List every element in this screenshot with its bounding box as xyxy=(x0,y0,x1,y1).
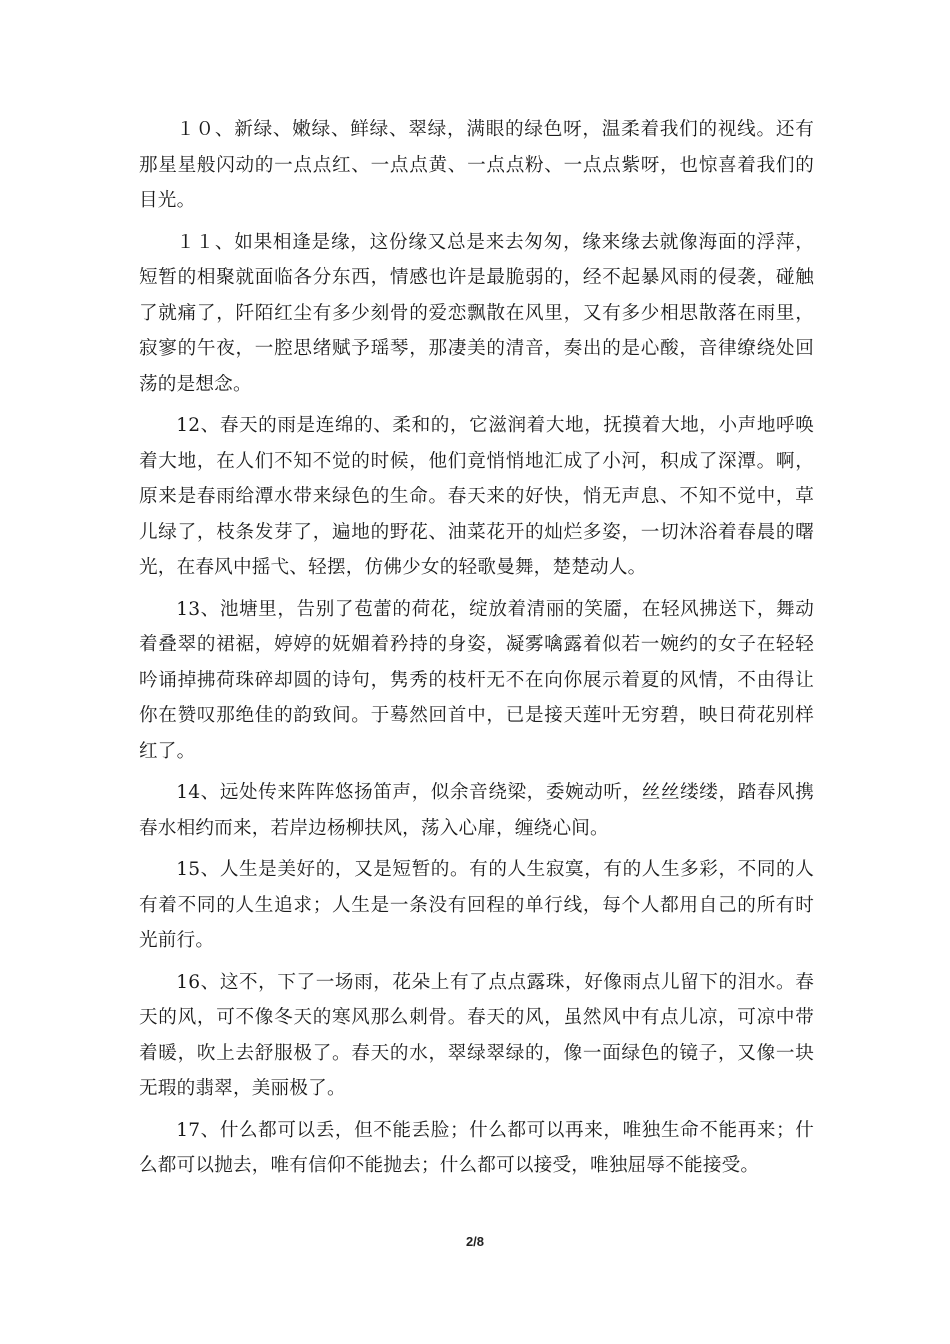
document-body xyxy=(139,112,814,1190)
paragraph-11: １１、如果相逢是缘，这份缘又总是来去匆匆，缘来缘去就像海面的浮萍，短暂的相聚就面临各分东西，情感也许是最脆弱的，经不起暴风雨的侵袭，碰触了就痛了，阡陌红尘有多少刻骨的爱恋飘散在风里，又有多少相思散落在雨里，寂寥的午夜，一腔思绪赋予瑶琴，那凄美的清音，奏出的是心酸，音律缭绕处回荡的是想念。 xyxy=(139,231,814,395)
paragraph-17: 17、什么都可以丢，但不能丢脸；什么都可以再来，唯独生命不能再来；什么都可以抛去，唯有信仰不能抛去；什么都可以接受，唯独屈辱不能接受。 xyxy=(139,1119,814,1176)
paragraph-14: 14、远处传来阵阵悠扬笛声，似余音绕梁，委婉动听，丝丝缕缕，踏春风携春水相约而来，若岸边杨柳扶风，荡入心扉，缠绕心间。 xyxy=(139,782,814,839)
paragraph-12: 12、春天的雨是连绵的、柔和的，它滋润着大地，抚摸着大地，小声地呼唤着大地，在人们不知不觉的时候，他们竟悄悄地汇成了小河，积成了深潭。啊，原来是春雨给潭水带来绿色的生命。春天来的好快，悄无声息、不知不觉中，草儿绿了，枝条发芽了，遍地的野花、油菜花开的灿烂多姿，一切沐浴着春晨的曙光，在春风中摇弋、轻摆，仿佛少女的轻歌曼舞，楚楚动人。 xyxy=(139,415,814,578)
page-number: 2/8 xyxy=(465,1234,485,1249)
paragraph-13: 13、池塘里，告别了苞蕾的荷花，绽放着清丽的笑靥，在轻风拂送下，舞动着叠翠的裙裾，婷婷的妩媚着矜持的身姿，凝雾噙露着似若一婉约的女子在轻轻吟诵掉拂荷珠碎却圆的诗句，隽秀的枝杆无不在向你展示着夏的风情，不由得让你在赞叹那绝佳的韵致间。于蓦然回首中，已是接天莲叶无穷碧，映日荷花别样红了。 xyxy=(139,598,814,762)
paragraph-10: １０、新绿、嫩绿、鲜绿、翠绿，满眼的绿色呀，温柔着我们的视线。还有那星星般闪动的一点点红、一点点黄、一点点粉、一点点紫呀，也惊喜着我们的目光。 xyxy=(139,119,814,211)
paragraph-16: 16、这不，下了一场雨，花朵上有了点点露珠，好像雨点儿留下的泪水。春天的风，可不像冬天的寒风那么刺骨。春天的风，虽然风中有点儿凉，可凉中带着暖，吹上去舒服极了。春天的水，翠绿翠绿的，像一面绿色的镜子，又像一块无瑕的翡翠，美丽极了。 xyxy=(139,971,814,1099)
paragraph-15: 15、人生是美好的，又是短暂的。有的人生寂寞，有的人生多彩，不同的人有着不同的人生追求；人生是一条没有回程的单行线，每个人都用自己的所有时光前行。 xyxy=(139,859,814,951)
